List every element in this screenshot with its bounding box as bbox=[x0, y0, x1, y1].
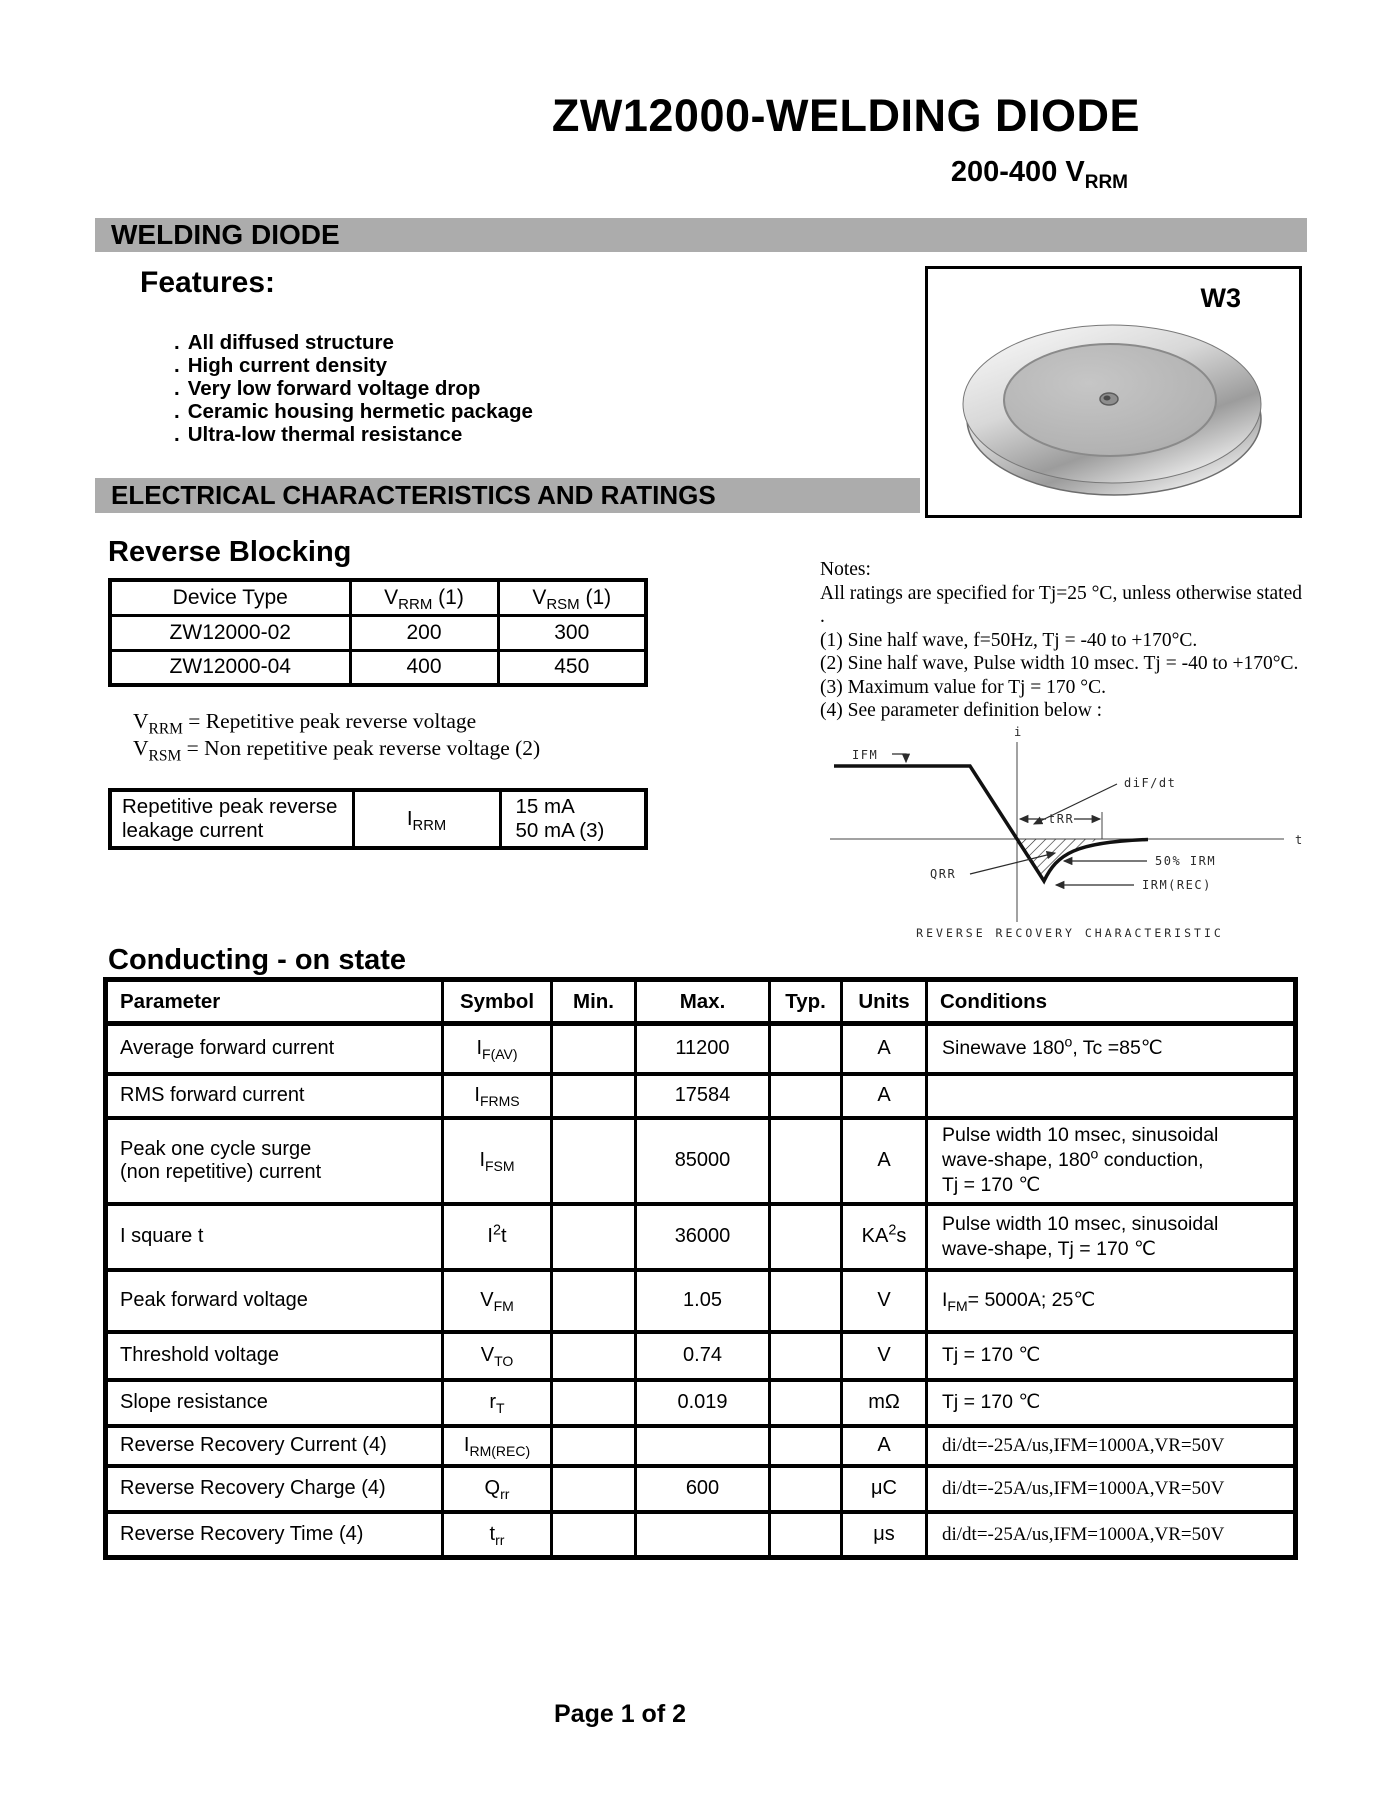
condition-line: di/dt=-25A/us,IFM=1000A,VR=50V bbox=[942, 1435, 1225, 1456]
min-cell bbox=[552, 1204, 636, 1270]
units-cell: μC bbox=[842, 1466, 927, 1512]
max-cell: 17584 bbox=[636, 1074, 770, 1118]
diagram-caption: REVERSE RECOVERY CHARACTERISTIC bbox=[916, 926, 1224, 940]
col-symbol: Symbol bbox=[443, 980, 552, 1024]
table-row bbox=[106, 1466, 1296, 1512]
table-header-row bbox=[110, 580, 646, 615]
table-row bbox=[106, 1118, 1296, 1204]
max-cell: 85000 bbox=[636, 1118, 770, 1204]
typ-cell bbox=[770, 1204, 842, 1270]
units-cell: V bbox=[842, 1332, 927, 1380]
conducting-heading: Conducting - on state bbox=[108, 944, 407, 976]
parameter-cell bbox=[106, 1332, 443, 1380]
max-cell bbox=[636, 1512, 770, 1558]
condition-line: Pulse width 10 msec, sinusoidal bbox=[942, 1124, 1219, 1146]
parameter-cell bbox=[106, 1426, 443, 1466]
condition-line: di/dt=-25A/us,IFM=1000A,VR=50V bbox=[942, 1523, 1225, 1545]
package-code-label: W3 bbox=[1200, 283, 1241, 313]
note-line: (4) See parameter definition below : bbox=[820, 700, 1103, 721]
voltage-range-text: 200-400 V bbox=[950, 156, 1085, 188]
min-cell bbox=[552, 1466, 636, 1512]
conditions-cell bbox=[927, 1512, 1296, 1558]
device-type-cell: ZW12000-04 bbox=[110, 650, 350, 685]
units-cell: A bbox=[842, 1426, 927, 1466]
feature-item bbox=[174, 377, 533, 400]
parameter-cell bbox=[106, 1512, 443, 1558]
min-cell bbox=[552, 1118, 636, 1204]
symbol-cell: $I^2t$ bbox=[443, 1204, 552, 1270]
conducting-table-body bbox=[106, 1024, 1296, 1558]
conditions-cell bbox=[927, 1118, 1296, 1204]
note-line: (3) Maximum value for Tj = 170 °C. bbox=[820, 676, 1106, 698]
feature-item bbox=[174, 400, 533, 423]
note-line: All ratings are specified for Tj=25 °C, unless otherwise stated bbox=[820, 582, 1302, 604]
irm50-label: 50% IRM bbox=[1155, 854, 1217, 868]
feature-bullet: . bbox=[174, 423, 180, 446]
parameter-line: Peak one cycle surge bbox=[120, 1137, 312, 1160]
col-device-type: Device Type bbox=[110, 580, 350, 615]
leakage-value-line: 15 mA bbox=[515, 795, 575, 818]
parameter-line: RMS forward current bbox=[120, 1084, 305, 1106]
symbol-cell: $r_T$ bbox=[443, 1380, 552, 1426]
max-cell: 0.019 bbox=[636, 1380, 770, 1426]
max-cell: 1.05 bbox=[636, 1270, 770, 1332]
table-row bbox=[106, 1204, 1296, 1270]
voltage-range-subtitle bbox=[950, 156, 1128, 193]
conditions-cell bbox=[927, 1426, 1296, 1466]
feature-text: Ceramic housing hermetic package bbox=[187, 400, 533, 423]
typ-cell bbox=[770, 1118, 842, 1204]
package-photo-box bbox=[925, 266, 1302, 518]
col-vrrm: $V_{RRM}$ (1) bbox=[350, 580, 498, 615]
voltage-definitions bbox=[133, 708, 541, 765]
feature-text: High current density bbox=[187, 354, 388, 377]
min-cell bbox=[552, 1426, 636, 1466]
feature-bullet: . bbox=[174, 354, 180, 377]
min-cell bbox=[552, 1024, 636, 1074]
max-cell: 36000 bbox=[636, 1204, 770, 1270]
ifm-callout-line bbox=[892, 754, 906, 762]
min-cell bbox=[552, 1270, 636, 1332]
leakage-value-line: 50 mA (3) bbox=[515, 819, 605, 842]
section-bar-electrical bbox=[95, 478, 920, 513]
symbol-cell: $V_{FM}$ bbox=[443, 1270, 552, 1332]
units-cell: V bbox=[842, 1270, 927, 1332]
leakage-current-table bbox=[108, 788, 648, 850]
min-cell bbox=[552, 1512, 636, 1558]
symbol-cell: $Q_{rr}$ bbox=[443, 1466, 552, 1512]
units-cell: A bbox=[842, 1024, 927, 1074]
parameter-line: (non repetitive) current bbox=[120, 1160, 322, 1183]
conducting-table bbox=[103, 977, 1298, 1560]
table-row bbox=[106, 1270, 1296, 1332]
conditions-cell bbox=[927, 1204, 1296, 1270]
parameter-cell bbox=[106, 1270, 443, 1332]
feature-item bbox=[174, 331, 533, 354]
feature-text: All diffused structure bbox=[187, 331, 394, 354]
parameter-cell bbox=[106, 1074, 443, 1118]
definition-line: $V_{RSM}$ = Non repetitive peak reverse voltage (2) bbox=[133, 736, 541, 765]
device-type-cell: ZW12000-02 bbox=[110, 615, 350, 650]
table-row bbox=[106, 1512, 1296, 1558]
features-heading: Features: bbox=[140, 266, 276, 299]
parameter-line: Reverse Recovery Current (4) bbox=[120, 1434, 387, 1456]
note-line: . bbox=[820, 606, 825, 627]
units-cell: μs bbox=[842, 1512, 927, 1558]
units-cell: A bbox=[842, 1074, 927, 1118]
table-row bbox=[106, 1426, 1296, 1466]
typ-cell bbox=[770, 1270, 842, 1332]
reverse-blocking-heading: Reverse Blocking bbox=[108, 536, 352, 568]
reverse-blocking-table bbox=[108, 578, 648, 687]
section-bar-electrical-label: ELECTRICAL CHARACTERISTICS AND RATINGS bbox=[111, 480, 716, 510]
table-row bbox=[106, 1074, 1296, 1118]
max-cell: 0.74 bbox=[636, 1332, 770, 1380]
units-cell: $KA^2s$ bbox=[842, 1204, 927, 1270]
conditions-cell bbox=[927, 1270, 1296, 1332]
section-bar-welding-diode bbox=[95, 218, 1307, 252]
parameter-line: Reverse Recovery Charge (4) bbox=[120, 1477, 386, 1499]
condition-line: Sinewave 180$^o$, Tc =85℃ bbox=[942, 1033, 1163, 1060]
col-typ: Typ. bbox=[770, 980, 842, 1024]
parameter-cell bbox=[106, 1204, 443, 1270]
symbol-cell: $t_{rr}$ bbox=[443, 1512, 552, 1558]
diode-photo bbox=[928, 269, 1299, 515]
table-row bbox=[106, 1024, 1296, 1074]
difdt-label: diF/dt bbox=[1124, 776, 1177, 790]
leakage-parameter-line: leakage current bbox=[122, 819, 264, 842]
leakage-parameter-line: Repetitive peak reverse bbox=[122, 795, 338, 818]
parameter-line: Average forward current bbox=[120, 1037, 335, 1060]
note-line: (2) Sine half wave, Pulse width 10 msec. Tj = -40 to +170°C. bbox=[820, 653, 1299, 674]
parameter-cell bbox=[106, 1466, 443, 1512]
symbol-cell: $I_{FSM}$ bbox=[443, 1118, 552, 1204]
difdt-leader bbox=[1034, 784, 1117, 824]
page-number: Page 1 of 2 bbox=[554, 1700, 686, 1728]
condition-line: $I_{FM}= 5000A$; 25℃ bbox=[942, 1289, 1096, 1314]
min-cell bbox=[552, 1380, 636, 1426]
symbol-cell: $V_{TO}$ bbox=[443, 1332, 552, 1380]
leakage-values-cell bbox=[500, 790, 646, 848]
feature-item bbox=[174, 423, 533, 446]
col-vrsm: $V_{RSM}$ (1) bbox=[498, 580, 646, 615]
current-waveform bbox=[834, 766, 1148, 881]
units-cell: mΩ bbox=[842, 1380, 927, 1426]
table-row bbox=[110, 650, 646, 685]
diode-center-dot bbox=[1104, 396, 1111, 401]
typ-cell bbox=[770, 1426, 842, 1466]
voltage-value-cell: 300 bbox=[498, 615, 646, 650]
irmrec-label: IRM(REC) bbox=[1142, 878, 1212, 892]
min-cell bbox=[552, 1332, 636, 1380]
ifm-label: IFM bbox=[852, 748, 879, 762]
note-line: Notes: bbox=[820, 559, 871, 580]
parameter-line: Peak forward voltage bbox=[120, 1289, 308, 1311]
trr-label: tRR bbox=[1048, 812, 1075, 826]
feature-bullet: . bbox=[174, 377, 180, 400]
parameter-line: Reverse Recovery Time (4) bbox=[120, 1522, 364, 1545]
condition-line: wave-shape, Tj = 170 ℃ bbox=[942, 1237, 1156, 1260]
col-conditions: Conditions bbox=[927, 980, 1296, 1024]
typ-cell bbox=[770, 1332, 842, 1380]
section-bar-welding-label: WELDING DIODE bbox=[111, 219, 340, 250]
feature-bullet: . bbox=[174, 331, 180, 354]
conditions-cell bbox=[927, 1466, 1296, 1512]
note-line: (1) Sine half wave, f=50Hz, Tj = -40 to +170°C. bbox=[820, 629, 1198, 651]
i-axis-label: i bbox=[1014, 726, 1023, 739]
condition-line: Tj = 170 ℃ bbox=[942, 1391, 1041, 1413]
notes-block bbox=[820, 558, 1385, 723]
min-cell bbox=[552, 1074, 636, 1118]
feature-bullet: . bbox=[174, 400, 180, 423]
condition-line: Tj = 170 ℃ bbox=[942, 1344, 1041, 1366]
parameter-cell bbox=[106, 1024, 443, 1074]
parameter-line: Threshold voltage bbox=[120, 1344, 279, 1366]
table-row bbox=[106, 1380, 1296, 1426]
max-cell: 600 bbox=[636, 1466, 770, 1512]
max-cell bbox=[636, 1426, 770, 1466]
conditions-cell bbox=[927, 1332, 1296, 1380]
conditions-cell bbox=[927, 1074, 1296, 1118]
qrr-label: QRR bbox=[930, 867, 957, 881]
typ-cell bbox=[770, 1466, 842, 1512]
col-parameter: Parameter bbox=[106, 980, 443, 1024]
feature-text: Ultra-low thermal resistance bbox=[187, 423, 463, 446]
page-title: ZW12000-WELDING DIODE bbox=[551, 90, 1140, 141]
voltage-range-subscript: RRM bbox=[1084, 171, 1128, 193]
voltage-value-cell: 450 bbox=[498, 650, 646, 685]
leakage-parameter-cell bbox=[110, 790, 353, 848]
col-max: Max. bbox=[636, 980, 770, 1024]
features-list bbox=[174, 331, 533, 446]
col-units: Units bbox=[842, 980, 927, 1024]
parameter-line: I square t bbox=[120, 1225, 204, 1247]
feature-item bbox=[174, 354, 533, 377]
symbol-cell: $I_{RM(REC)}$ bbox=[443, 1426, 552, 1466]
definition-line: $V_{RRM}$ = Repetitive peak reverse voltage bbox=[133, 709, 477, 738]
symbol-cell: $I_{FRMS}$ bbox=[443, 1074, 552, 1118]
symbol-cell: $I_{F(AV)}$ bbox=[443, 1024, 552, 1074]
max-cell: 11200 bbox=[636, 1024, 770, 1074]
voltage-value-cell: 400 bbox=[350, 650, 498, 685]
parameter-line: Slope resistance bbox=[120, 1391, 268, 1413]
t-axis-label: t bbox=[1295, 833, 1304, 847]
conditions-cell bbox=[927, 1380, 1296, 1426]
table-header-row bbox=[106, 980, 1296, 1024]
condition-line: wave-shape, 180$^o$ conduction, bbox=[942, 1145, 1204, 1171]
table-row bbox=[106, 1332, 1296, 1380]
voltage-value-cell: 200 bbox=[350, 615, 498, 650]
condition-line: Pulse width 10 msec, sinusoidal bbox=[942, 1212, 1219, 1235]
table-row bbox=[110, 615, 646, 650]
typ-cell bbox=[770, 1512, 842, 1558]
parameter-cell bbox=[106, 1118, 443, 1204]
col-min: Min. bbox=[552, 980, 636, 1024]
typ-cell bbox=[770, 1074, 842, 1118]
typ-cell bbox=[770, 1380, 842, 1426]
typ-cell bbox=[770, 1024, 842, 1074]
reverse-blocking-table-body bbox=[110, 615, 646, 685]
units-cell: A bbox=[842, 1118, 927, 1204]
feature-text: Very low forward voltage drop bbox=[187, 377, 481, 400]
condition-line: di/dt=-25A/us,IFM=1000A,VR=50V bbox=[942, 1478, 1225, 1499]
reverse-recovery-diagram bbox=[812, 726, 1332, 944]
leakage-symbol-cell: $I_{RRM}$ bbox=[353, 790, 500, 848]
condition-line: Tj = 170 ℃ bbox=[942, 1174, 1041, 1196]
table-row bbox=[110, 790, 646, 848]
conditions-cell bbox=[927, 1024, 1296, 1074]
parameter-cell bbox=[106, 1380, 443, 1426]
